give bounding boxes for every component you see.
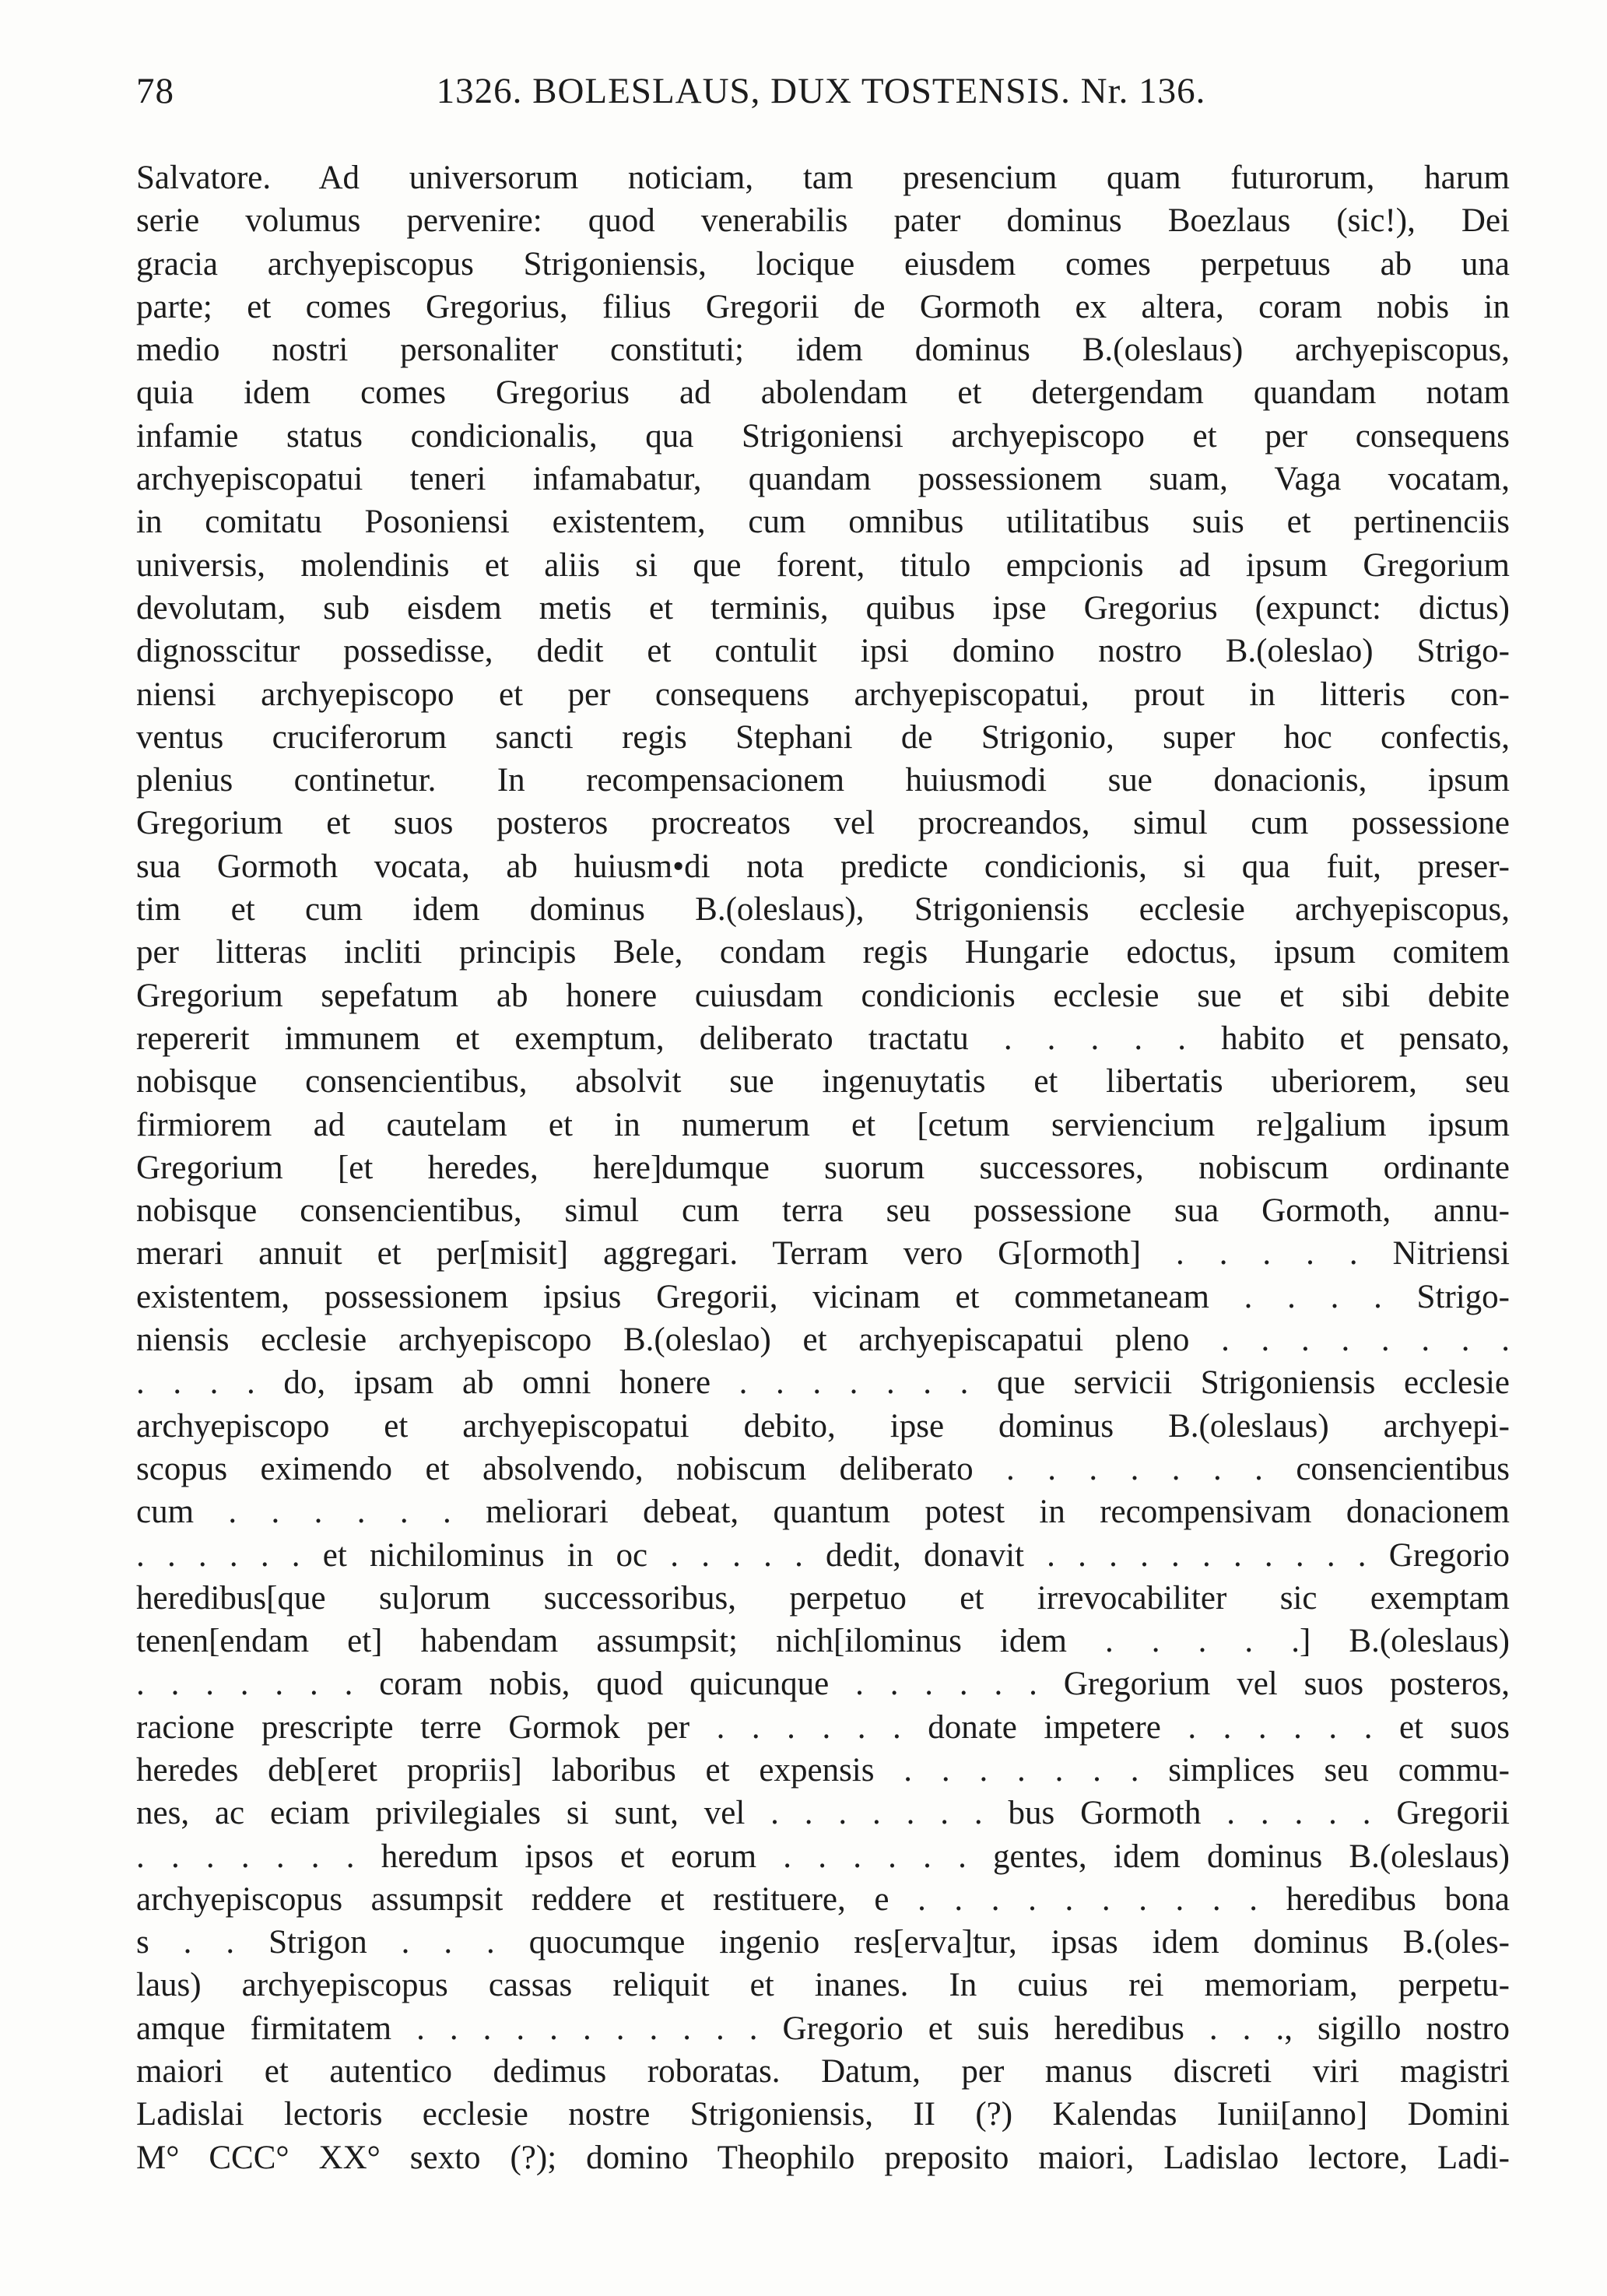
text-line: per litteras incliti principis Bele, condam regis Hungarie edoctus, ipsum comitem bbox=[136, 934, 1510, 971]
text-line: amque firmitatem . . . . . . . . . . . Gregorio et suis heredibus . . ., sigillo nostro bbox=[136, 2010, 1510, 2047]
text-line: scopus eximendo et absolvendo, nobiscum deliberato . . . . . . . consencientibus bbox=[136, 1450, 1510, 1487]
text-line: in comitatu Posoniensi existentem, cum omnibus utilitatibus suis et pertinenciis bbox=[136, 504, 1510, 541]
text-line: Gregorium [et heredes, here]dumque suorum successores, nobiscum ordinante bbox=[136, 1149, 1510, 1186]
text-line: laus) archyepiscopus cassas reliquit et inanes. In cuius rei memoriam, perpetu- bbox=[136, 1967, 1510, 2004]
text-line: . . . . do, ipsam ab omni honere . . . . . . . que servicii Strigoniensis ecclesie bbox=[136, 1364, 1510, 1402]
text-line: niensi archyepiscopo et per consequens archyepiscopatui, prout in litteris con- bbox=[136, 676, 1510, 713]
text-line: plenius continetur. In recompensacionem huiusmodi sue donacionis, ipsum bbox=[136, 762, 1510, 799]
text-line: firmiorem ad cautelam et in numerum et [cetum serviencium re]galium ipsum bbox=[136, 1106, 1510, 1143]
text-line: M° CCC° XX° sexto (?); domino Theophilo preposito maiori, Ladislao lectore, Ladi- bbox=[136, 2139, 1510, 2176]
text-line: heredibus[que su]orum successoribus, perpetuo et irrevocabiliter sic exemptam bbox=[136, 1579, 1510, 1617]
running-title: 1326. BOLESLAUS, DUX TOSTENSIS. Nr. 136. bbox=[436, 71, 1206, 111]
text-line: racione prescripte terre Gormok per . . . . . . donate impetere . . . . . . et suos bbox=[136, 1708, 1510, 1746]
text-line: s . . Strigon . . . quocumque ingenio res[erva]tur, ipsas idem dominus B.(oles- bbox=[136, 1924, 1510, 1961]
text-line: existentem, possessionem ipsius Gregorii, vicinam et commetaneam . . . . Strigo- bbox=[136, 1278, 1510, 1315]
text-line: sua Gormoth vocata, ab huiusm•di nota predicte condicionis, si qua fuit, preser- bbox=[136, 848, 1510, 885]
text-line: dignosscitur possedisse, dedit et contulit ipsi domino nostro B.(oleslao) Strigo- bbox=[136, 633, 1510, 670]
text-line: tim et cum idem dominus B.(oleslaus), Strigoniensis ecclesie archyepiscopus, bbox=[136, 891, 1510, 929]
text-line: repererit immunem et exemptum, deliberato tractatu . . . . . habito et pensato, bbox=[136, 1020, 1510, 1057]
text-line: Gregorium sepefatum ab honere cuiusdam condicionis ecclesie sue et sibi debite bbox=[136, 977, 1510, 1014]
running-header bbox=[136, 70, 1506, 125]
text-line: archyepiscopo et archyepiscopatui debito, ipse dominus B.(oleslaus) archyepi- bbox=[136, 1407, 1510, 1445]
text-line: heredes deb[eret propriis] laboribus et expensis . . . . . . . simplices seu commu- bbox=[136, 1751, 1510, 1789]
text-line: gracia archyepiscopus Strigoniensis, locique eiusdem comes perpetuus ab una bbox=[136, 245, 1510, 283]
text-line: Gregorium et suos posteros procreatos vel procreandos, simul cum possessione bbox=[136, 805, 1510, 842]
text-line: cum . . . . . . meliorari debeat, quantum potest in recompensivam donacionem bbox=[136, 1494, 1510, 1531]
text-line: Ladislai lectoris ecclesie nostre Strigoniensis, II (?) Kalendas Iunii[anno] Domini bbox=[136, 2096, 1510, 2133]
text-line: archyepiscopus assumpsit reddere et restituere, e . . . . . . . . . . heredibus bona bbox=[136, 1880, 1510, 1918]
charter-text bbox=[136, 156, 1510, 2179]
text-line: devolutam, sub eisdem metis et terminis, quibus ipse Gregorius (expunct: dictus) bbox=[136, 589, 1510, 627]
text-line: ventus cruciferorum sancti regis Stephani de Strigonio, super hoc confectis, bbox=[136, 718, 1510, 756]
text-line: maiori et autentico dedimus roboratas. Datum, per manus discreti viri magistri bbox=[136, 2053, 1510, 2091]
text-line: nes, ac eciam privilegiales si sunt, vel . . . . . . . bus Gormoth . . . . . Gregorii bbox=[136, 1795, 1510, 1832]
text-line: nobisque consencientibus, absolvit sue ingenuytatis et libertatis uberiorem, seu bbox=[136, 1063, 1510, 1101]
text-line: quia idem comes Gregorius ad abolendam et detergendam quandam notam bbox=[136, 374, 1510, 412]
text-line: serie volumus pervenire: quod venerabilis pater dominus Boezlaus (sic!), Dei bbox=[136, 202, 1510, 240]
text-line: Salvatore. Ad universorum noticiam, tam presencium quam futurorum, harum bbox=[136, 160, 1510, 196]
text-line: . . . . . . . coram nobis, quod quicunque . . . . . . Gregorium vel suos posteros, bbox=[136, 1666, 1510, 1703]
text-line: parte; et comes Gregorius, filius Gregorii de Gormoth ex altera, coram nobis in bbox=[136, 288, 1510, 325]
text-line: . . . . . . . heredum ipsos et eorum . . . . . . gentes, idem dominus B.(oleslaus) bbox=[136, 1838, 1510, 1875]
text-line: archyepiscopatui teneri infamabatur, quandam possessionem suam, Vaga vocatam, bbox=[136, 461, 1510, 498]
text-line: niensis ecclesie archyepiscopo B.(oleslao) et archyepiscapatui pleno . . . . . . . . bbox=[136, 1322, 1510, 1359]
text-line: tenen[endam et] habendam assumpsit; nich[ilominus idem . . . . .] B.(oleslaus) bbox=[136, 1623, 1510, 1660]
page-number: 78 bbox=[136, 71, 174, 111]
text-line: infamie status condicionalis, qua Strigoniensi archyepiscopo et per consequens bbox=[136, 417, 1510, 455]
text-line: . . . . . . et nichilominus in oc . . . . . dedit, donavit . . . . . . . . . . . Gregorio bbox=[136, 1536, 1510, 1574]
text-line: medio nostri personaliter constituti; idem dominus B.(oleslaus) archyepiscopus, bbox=[136, 332, 1510, 369]
text-line: universis, molendinis et aliis si que forent, titulo empcionis ad ipsum Gregorium bbox=[136, 546, 1510, 584]
text-line: merari annuit et per[misit] aggregari. Terram vero G[ormoth] . . . . . Nitriensi bbox=[136, 1235, 1510, 1273]
text-line: nobisque consencientibus, simul cum terra seu possessione sua Gormoth, annu- bbox=[136, 1192, 1510, 1230]
